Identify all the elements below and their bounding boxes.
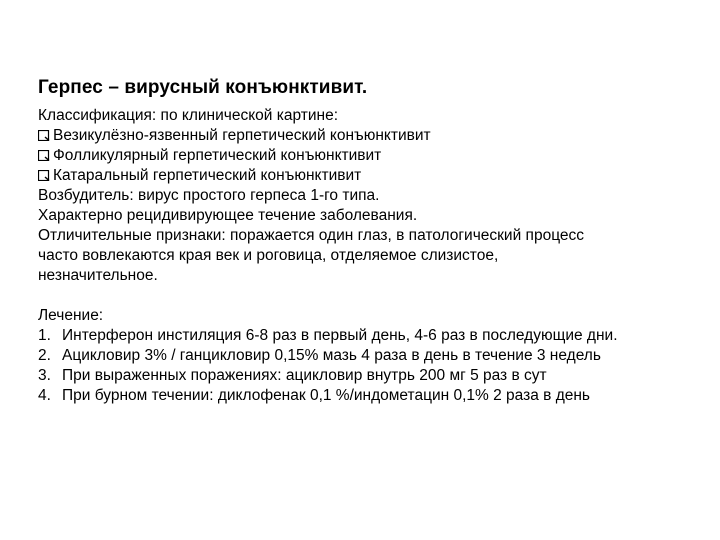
signs-line-3: незначительное. [38,267,158,284]
treatment-list [38,326,688,406]
treatment-item-number: 2. [38,347,51,364]
treatment-item-number: 3. [38,367,51,384]
treatment-item-text: При бурном течении: диклофенак 0,1 %/индометацин 0,1% 2 раза в день [62,387,590,404]
signs-line-2: часто вовлекаются края век и роговица, отделяемое слизистое, [38,247,499,264]
classification-item [38,166,688,186]
classification-item [38,146,688,166]
paragraph-spacer [38,286,688,306]
treatment-item [38,346,688,366]
treatment-item-number: 4. [38,387,51,404]
treatment-heading: Лечение: [38,307,104,324]
pathogen-text: Возбудитель: вирус простого герпеса 1-го типа. [38,187,380,204]
course-text: Характерно рецидивирующее течение заболевания. [38,207,418,224]
treatment-item-text: Ацикловир 3% / ганцикловир 0,15% мазь 4 раза в день в течение 3 недель [62,347,601,364]
classification-item-label: Фолликулярный герпетический конъюнктивит [53,147,382,164]
signs-line-1: Отличительные признаки: поражается один глаз, в патологический процесс [38,227,585,244]
treatment-item-text: Интерферон инстиляция 6-8 раз в первый день, 4-6 раз в последующие дни. [62,327,618,344]
treatment-item-text: При выраженных поражениях: ацикловир внутрь 200 мг 5 раз в сут [62,367,547,384]
treatment-item [38,386,688,406]
classification-heading: Классификация: по клинической картине: [38,107,338,124]
q-bullet-icon [38,130,52,141]
treatment-item [38,366,688,386]
q-bullet-icon [38,150,52,161]
treatment-item [38,326,688,346]
slide-title: Герпес – вирусный конъюнктивит. [38,77,368,98]
slide-body [38,106,688,406]
q-bullet-icon [38,170,52,181]
classification-item-label: Катаральный герпетический конъюнктивит [53,167,362,184]
classification-item [38,126,688,146]
treatment-item-number: 1. [38,327,51,344]
classification-item-label: Везикулёзно-язвенный герпетический конъюнктивит [53,127,431,144]
slide-content [38,76,688,406]
